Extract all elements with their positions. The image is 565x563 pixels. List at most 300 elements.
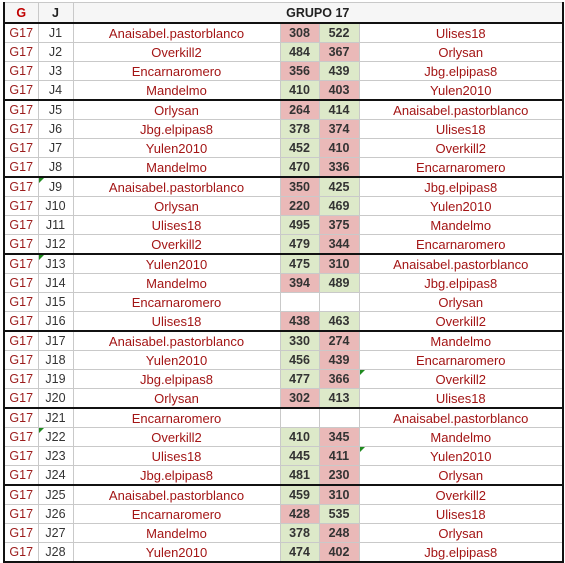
- round-cell[interactable]: [38, 254, 73, 274]
- group-cell[interactable]: [4, 293, 38, 312]
- away-player-cell[interactable]: [359, 254, 563, 274]
- group-cell[interactable]: [4, 254, 38, 274]
- round-cell[interactable]: [38, 43, 73, 62]
- home-player-cell[interactable]: [73, 23, 280, 43]
- home-player-cell-text: Mandelmo: [146, 525, 207, 541]
- home-player-cell-text: Mandelmo: [146, 275, 207, 291]
- away-score-cell-text: 374: [328, 122, 350, 136]
- home-player-cell[interactable]: [73, 81, 280, 101]
- away-score-cell-text: 367: [328, 45, 350, 59]
- away-player-cell[interactable]: [359, 331, 563, 351]
- group-cell-text: G17: [9, 353, 34, 367]
- round-cell[interactable]: [38, 120, 73, 139]
- away-player-cell-text: Ulises18: [435, 121, 486, 137]
- round-cell[interactable]: [38, 81, 73, 101]
- home-player-cell[interactable]: [73, 43, 280, 62]
- round-cell[interactable]: [38, 312, 73, 332]
- group-cell-text: G17: [9, 26, 34, 40]
- away-score-cell-text: 345: [328, 430, 350, 444]
- away-player-cell[interactable]: [359, 389, 563, 409]
- home-player-cell[interactable]: [73, 139, 280, 158]
- round-cell-text: J17: [45, 334, 66, 348]
- home-score-cell-text: 410: [289, 430, 310, 444]
- match-rows: [4, 23, 563, 562]
- table-row: [4, 100, 563, 120]
- away-score-cell[interactable]: [319, 466, 359, 486]
- header-title[interactable]: GRUPO 17: [73, 3, 563, 24]
- home-player-cell-text: Mandelmo: [146, 82, 207, 98]
- round-cell[interactable]: [38, 177, 73, 197]
- away-player-cell[interactable]: [359, 216, 563, 235]
- away-player-cell-text: Orlysan: [438, 525, 484, 541]
- away-player-cell-text: Overkill2: [435, 140, 487, 156]
- away-player-cell[interactable]: [359, 505, 563, 524]
- group-cell-text: G17: [9, 430, 34, 444]
- away-player-cell[interactable]: [359, 370, 563, 389]
- comment-marker-icon: [39, 178, 44, 183]
- home-player-cell-text: Jbg.elpipas8: [140, 371, 213, 387]
- round-cell[interactable]: [38, 216, 73, 235]
- home-score-cell[interactable]: [280, 466, 319, 486]
- header-j[interactable]: J: [38, 3, 73, 24]
- home-player-cell[interactable]: [73, 466, 280, 486]
- round-cell-text: J26: [45, 507, 66, 521]
- away-score-cell[interactable]: [319, 81, 359, 101]
- away-score-cell[interactable]: [319, 274, 359, 293]
- table-row: [4, 120, 563, 139]
- home-player-cell-text: Overkill2: [151, 236, 202, 252]
- home-score-cell[interactable]: [280, 370, 319, 389]
- table-row: [4, 312, 563, 332]
- home-score-cell[interactable]: [280, 389, 319, 409]
- home-score-cell[interactable]: [280, 312, 319, 332]
- home-score-cell[interactable]: [280, 120, 319, 139]
- away-score-cell[interactable]: [319, 254, 359, 274]
- away-score-cell[interactable]: [319, 524, 359, 543]
- round-cell[interactable]: [38, 62, 73, 81]
- away-player-cell[interactable]: [359, 485, 563, 505]
- group-cell[interactable]: [4, 331, 38, 351]
- table-row: [4, 408, 563, 428]
- home-player-cell[interactable]: [73, 331, 280, 351]
- group-cell[interactable]: [4, 351, 38, 370]
- table-row: [4, 23, 563, 43]
- round-cell[interactable]: [38, 23, 73, 43]
- away-score-cell-text: 439: [328, 64, 350, 78]
- group-cell[interactable]: [4, 197, 38, 216]
- away-score-cell[interactable]: [319, 62, 359, 81]
- group-cell-text: G17: [9, 449, 34, 463]
- group-cell[interactable]: [4, 524, 38, 543]
- away-score-cell[interactable]: [319, 505, 359, 524]
- home-player-cell-text: Mandelmo: [146, 159, 207, 175]
- table-row: [4, 158, 563, 178]
- group-cell[interactable]: [4, 23, 38, 43]
- home-score-cell-text: 330: [289, 334, 310, 348]
- group-cell[interactable]: [4, 408, 38, 428]
- comment-marker-icon: [360, 447, 365, 452]
- away-player-cell-text: Orlysan: [438, 467, 484, 483]
- home-player-cell-text: Orlysan: [154, 390, 199, 406]
- round-cell[interactable]: [38, 139, 73, 158]
- round-cell-text: J28: [45, 545, 66, 559]
- group-cell-text: G17: [9, 334, 34, 348]
- table-row: [4, 524, 563, 543]
- group-cell[interactable]: [4, 81, 38, 101]
- home-score-cell[interactable]: [280, 274, 319, 293]
- away-score-cell[interactable]: [319, 23, 359, 43]
- group-cell[interactable]: [4, 62, 38, 81]
- home-score-cell[interactable]: [280, 505, 319, 524]
- home-player-cell-text: Yulen2010: [145, 256, 208, 272]
- away-score-cell-text: 336: [328, 160, 350, 174]
- group-cell[interactable]: [4, 485, 38, 505]
- group-17-table: [3, 2, 564, 563]
- away-player-cell-text: Mandelmo: [430, 333, 492, 349]
- away-player-cell-text: Anaisabel.pastorblanco: [393, 410, 529, 426]
- away-player-cell-text: Orlysan: [438, 44, 484, 60]
- home-player-cell[interactable]: [73, 62, 280, 81]
- away-player-cell[interactable]: [359, 543, 563, 563]
- home-score-cell[interactable]: [280, 62, 319, 81]
- round-cell[interactable]: [38, 408, 73, 428]
- group-cell[interactable]: [4, 370, 38, 389]
- home-player-cell[interactable]: [73, 543, 280, 563]
- group-cell-text: G17: [9, 237, 34, 251]
- home-score-cell-text: 475: [289, 257, 310, 271]
- home-player-cell-text: Ulises18: [151, 217, 202, 233]
- comment-marker-icon: [39, 255, 44, 260]
- home-player-cell[interactable]: [73, 428, 280, 447]
- home-score-cell[interactable]: [280, 447, 319, 466]
- away-player-cell-text: Encarnaromero: [415, 352, 506, 368]
- home-score-cell[interactable]: [280, 139, 319, 158]
- comment-marker-icon: [39, 428, 44, 433]
- home-player-cell-text: Ulises18: [151, 313, 202, 329]
- home-score-cell[interactable]: [280, 351, 319, 370]
- group-cell[interactable]: [4, 216, 38, 235]
- table-row: [4, 447, 563, 466]
- home-score-cell-text: 481: [289, 468, 310, 482]
- away-player-cell-text: Overkill2: [435, 313, 487, 329]
- home-player-cell[interactable]: [73, 158, 280, 178]
- away-player-cell[interactable]: [359, 62, 563, 81]
- home-player-cell[interactable]: [73, 177, 280, 197]
- home-score-cell[interactable]: [280, 81, 319, 101]
- away-player-cell-text: Encarnaromero: [415, 236, 506, 252]
- away-score-cell-text: 469: [328, 199, 350, 213]
- round-cell[interactable]: [38, 370, 73, 389]
- away-player-cell[interactable]: [359, 447, 563, 466]
- round-cell[interactable]: [38, 274, 73, 293]
- away-player-cell[interactable]: [359, 274, 563, 293]
- round-cell[interactable]: [38, 293, 73, 312]
- home-score-cell-text: 220: [289, 199, 310, 213]
- home-player-cell-text: Overkill2: [151, 44, 202, 60]
- group-cell[interactable]: [4, 235, 38, 255]
- away-player-cell[interactable]: [359, 408, 563, 428]
- round-cell-text: J19: [45, 372, 66, 386]
- home-player-cell[interactable]: [73, 370, 280, 389]
- group-cell-text: G17: [9, 526, 34, 540]
- away-player-cell-text: Mandelmo: [430, 429, 492, 445]
- away-score-cell[interactable]: [319, 177, 359, 197]
- away-player-cell-text: Encarnaromero: [415, 159, 506, 175]
- away-score-cell-text: 522: [328, 26, 350, 40]
- home-player-cell[interactable]: [73, 389, 280, 409]
- away-player-cell[interactable]: [359, 428, 563, 447]
- group-cell[interactable]: [4, 177, 38, 197]
- home-score-cell[interactable]: [280, 177, 319, 197]
- away-player-cell[interactable]: [359, 293, 563, 312]
- home-score-cell-text: 459: [289, 488, 310, 502]
- home-score-cell[interactable]: [280, 254, 319, 274]
- group-cell-text: G17: [9, 411, 34, 425]
- home-player-cell-text: Anaisabel.pastorblanco: [108, 179, 245, 195]
- away-player-cell[interactable]: [359, 351, 563, 370]
- group-cell[interactable]: [4, 447, 38, 466]
- comment-marker-icon: [360, 370, 365, 375]
- round-cell-text: J16: [45, 314, 66, 328]
- round-cell[interactable]: [38, 428, 73, 447]
- away-score-cell[interactable]: [319, 428, 359, 447]
- table-row: [4, 389, 563, 409]
- away-score-cell[interactable]: [319, 447, 359, 466]
- group-cell-text: G17: [9, 545, 34, 559]
- away-player-cell[interactable]: [359, 100, 563, 120]
- round-cell-text: J4: [48, 83, 63, 97]
- group-cell[interactable]: [4, 120, 38, 139]
- away-score-cell-text: 274: [328, 334, 350, 348]
- round-cell[interactable]: [38, 389, 73, 409]
- home-score-cell[interactable]: [280, 216, 319, 235]
- away-score-cell[interactable]: [319, 197, 359, 216]
- group-cell[interactable]: [4, 466, 38, 486]
- away-score-cell[interactable]: [319, 139, 359, 158]
- group-cell[interactable]: [4, 543, 38, 563]
- away-score-cell[interactable]: [319, 43, 359, 62]
- home-player-cell[interactable]: [73, 235, 280, 255]
- home-score-cell[interactable]: [280, 428, 319, 447]
- away-player-cell[interactable]: [359, 524, 563, 543]
- away-score-cell-text: 402: [328, 545, 350, 559]
- away-player-cell-text: Jbg.elpipas8: [424, 275, 498, 291]
- home-player-cell-text: Anaisabel.pastorblanco: [108, 487, 245, 503]
- group-cell[interactable]: [4, 505, 38, 524]
- table-row: [4, 139, 563, 158]
- away-player-cell[interactable]: [359, 120, 563, 139]
- group-cell-text: G17: [9, 122, 34, 136]
- table-row: [4, 235, 563, 255]
- round-cell[interactable]: [38, 524, 73, 543]
- home-player-cell[interactable]: [73, 100, 280, 120]
- group-cell[interactable]: [4, 100, 38, 120]
- group-cell-text: G17: [9, 199, 34, 213]
- table-row: [4, 331, 563, 351]
- group-cell-text: G17: [9, 295, 34, 309]
- home-score-cell-text: 308: [289, 26, 310, 40]
- away-score-cell[interactable]: [319, 216, 359, 235]
- group-cell-text: G17: [9, 314, 34, 328]
- home-player-cell-text: Overkill2: [151, 429, 202, 445]
- home-player-cell-text: Orlysan: [154, 198, 199, 214]
- away-score-cell[interactable]: [319, 100, 359, 120]
- away-player-cell[interactable]: [359, 158, 563, 178]
- away-score-cell[interactable]: [319, 293, 359, 312]
- home-score-cell[interactable]: [280, 331, 319, 351]
- away-player-cell[interactable]: [359, 139, 563, 158]
- away-player-cell[interactable]: [359, 235, 563, 255]
- away-score-cell-text: 535: [328, 507, 350, 521]
- home-score-cell[interactable]: [280, 293, 319, 312]
- away-score-cell[interactable]: [319, 331, 359, 351]
- away-score-cell[interactable]: [319, 351, 359, 370]
- round-cell-text: J8: [48, 160, 63, 174]
- home-score-cell[interactable]: [280, 524, 319, 543]
- round-cell[interactable]: [38, 235, 73, 255]
- away-score-cell-text: 439: [328, 353, 350, 367]
- home-player-cell[interactable]: [73, 293, 280, 312]
- round-cell-text: J24: [45, 468, 66, 482]
- round-cell-text: J25: [45, 488, 66, 502]
- group-cell[interactable]: [4, 274, 38, 293]
- home-player-cell-text: Yulen2010: [145, 140, 208, 156]
- away-player-cell[interactable]: [359, 466, 563, 486]
- home-score-cell-text: 479: [289, 237, 310, 251]
- away-player-cell-text: Ulises18: [435, 506, 486, 522]
- table-row: [4, 177, 563, 197]
- home-score-cell-text: 495: [289, 218, 310, 232]
- home-player-cell[interactable]: [73, 485, 280, 505]
- away-score-cell[interactable]: [319, 389, 359, 409]
- home-score-cell-text: 410: [289, 83, 310, 97]
- round-cell[interactable]: [38, 447, 73, 466]
- group-cell[interactable]: [4, 158, 38, 178]
- home-player-cell[interactable]: [73, 216, 280, 235]
- group-cell-text: G17: [9, 64, 34, 78]
- away-score-cell-text: 410: [328, 141, 350, 155]
- home-player-cell[interactable]: [73, 197, 280, 216]
- round-cell[interactable]: [38, 158, 73, 178]
- table-row: [4, 62, 563, 81]
- away-player-cell[interactable]: [359, 312, 563, 332]
- home-player-cell[interactable]: [73, 351, 280, 370]
- group-cell[interactable]: [4, 43, 38, 62]
- group-cell[interactable]: [4, 139, 38, 158]
- away-player-cell-text: Yulen2010: [430, 198, 492, 214]
- home-player-cell-text: Jbg.elpipas8: [140, 467, 213, 483]
- home-player-cell[interactable]: [73, 254, 280, 274]
- away-player-cell-text: Ulises18: [435, 25, 486, 41]
- away-player-cell-text: Jbg.elpipas8: [424, 544, 498, 560]
- home-score-cell-text: 302: [289, 391, 310, 405]
- home-score-cell-text: 356: [289, 64, 310, 78]
- home-player-cell[interactable]: [73, 408, 280, 428]
- away-score-cell-text: 413: [328, 391, 350, 405]
- away-player-cell[interactable]: [359, 23, 563, 43]
- home-score-cell[interactable]: [280, 23, 319, 43]
- away-score-cell[interactable]: [319, 158, 359, 178]
- round-cell[interactable]: [38, 505, 73, 524]
- round-cell[interactable]: [38, 466, 73, 486]
- group-cell[interactable]: [4, 312, 38, 332]
- round-cell-text: J20: [45, 391, 66, 405]
- away-score-cell[interactable]: [319, 120, 359, 139]
- round-cell[interactable]: [38, 485, 73, 505]
- group-cell-text: G17: [9, 45, 34, 59]
- away-score-cell-text: 248: [328, 526, 350, 540]
- round-cell[interactable]: [38, 351, 73, 370]
- round-cell[interactable]: [38, 543, 73, 563]
- away-player-cell-text: Anaisabel.pastorblanco: [393, 102, 529, 118]
- round-cell[interactable]: [38, 331, 73, 351]
- round-cell-text: J1: [48, 26, 63, 40]
- away-score-cell-text: 425: [328, 180, 350, 194]
- home-score-cell[interactable]: [280, 43, 319, 62]
- home-score-cell-text: 452: [289, 141, 310, 155]
- round-cell-text: J12: [45, 237, 66, 251]
- home-score-cell[interactable]: [280, 543, 319, 563]
- home-player-cell-text: Orlysan: [154, 102, 199, 118]
- away-player-cell[interactable]: [359, 177, 563, 197]
- group-cell-text: G17: [9, 507, 34, 521]
- table-row: [4, 216, 563, 235]
- home-score-cell[interactable]: [280, 100, 319, 120]
- home-score-cell[interactable]: [280, 408, 319, 428]
- header-g[interactable]: G: [4, 3, 38, 24]
- home-player-cell[interactable]: [73, 524, 280, 543]
- away-player-cell-text: Ulises18: [435, 390, 486, 406]
- away-score-cell[interactable]: [319, 370, 359, 389]
- round-cell[interactable]: [38, 197, 73, 216]
- home-player-cell[interactable]: [73, 274, 280, 293]
- home-score-cell[interactable]: [280, 235, 319, 255]
- round-cell-text: J27: [45, 526, 66, 540]
- table-row: [4, 351, 563, 370]
- away-score-cell-text: 366: [328, 372, 350, 386]
- home-score-cell[interactable]: [280, 197, 319, 216]
- home-score-cell-text: 484: [289, 45, 310, 59]
- away-player-cell-text: Mandelmo: [430, 217, 492, 233]
- table-row: [4, 428, 563, 447]
- home-player-cell-text: Encarnaromero: [131, 506, 222, 522]
- home-player-cell[interactable]: [73, 312, 280, 332]
- round-cell-text: J6: [48, 122, 63, 136]
- round-cell[interactable]: [38, 100, 73, 120]
- home-player-cell[interactable]: [73, 120, 280, 139]
- away-player-cell[interactable]: [359, 81, 563, 101]
- round-cell-text: J21: [45, 411, 66, 425]
- away-player-cell-text: Overkill2: [435, 487, 487, 503]
- away-score-cell[interactable]: [319, 235, 359, 255]
- away-player-cell[interactable]: [359, 43, 563, 62]
- home-player-cell[interactable]: [73, 447, 280, 466]
- away-score-cell[interactable]: [319, 543, 359, 563]
- away-player-cell[interactable]: [359, 197, 563, 216]
- home-player-cell[interactable]: [73, 505, 280, 524]
- away-score-cell[interactable]: [319, 485, 359, 505]
- home-score-cell[interactable]: [280, 485, 319, 505]
- away-score-cell[interactable]: [319, 408, 359, 428]
- home-player-cell-text: Encarnaromero: [131, 294, 222, 310]
- away-score-cell[interactable]: [319, 312, 359, 332]
- home-score-cell[interactable]: [280, 158, 319, 178]
- group-cell[interactable]: [4, 428, 38, 447]
- away-score-cell-text: 375: [328, 218, 350, 232]
- group-cell-text: G17: [9, 141, 34, 155]
- group-cell[interactable]: [4, 389, 38, 409]
- away-score-cell-text: 463: [328, 314, 350, 328]
